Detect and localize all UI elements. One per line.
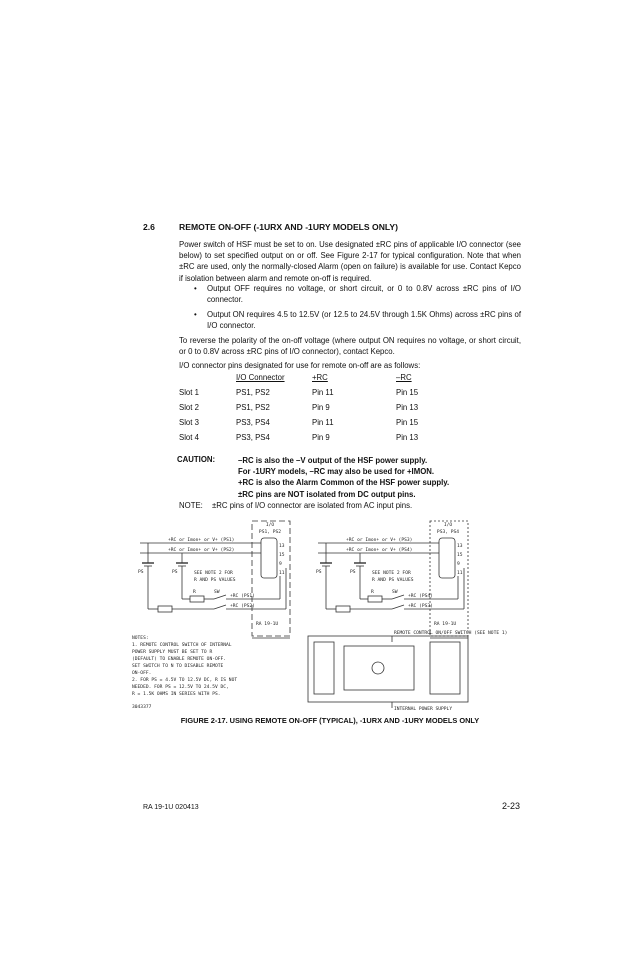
- notes-title: NOTES:: [132, 636, 149, 641]
- bullet-text: Output ON requires 4.5 to 12.5V (or 12.5 to 24.5V through 1.5K Ohms) across ±RC pins of I/O connector.: [207, 310, 521, 331]
- slot-cell: Slot 2: [179, 403, 199, 412]
- right-pin-9: 9: [457, 562, 460, 567]
- connector-cell: PS3, PS4: [236, 433, 270, 442]
- right-pin-11: 11: [457, 571, 463, 576]
- caution-text: [238, 455, 449, 500]
- slot-cell: Slot 1: [179, 388, 199, 397]
- slot-cell: Slot 4: [179, 433, 199, 442]
- left-io-connector: [261, 538, 277, 578]
- right-pin-13: 13: [457, 544, 463, 549]
- module-right-panel: [430, 642, 460, 694]
- note-line: SET SWITCH TO N TO DISABLE REMOTE: [132, 664, 224, 669]
- right-rc-b-label: +RC (PS3): [408, 604, 433, 609]
- polarity-paragraph: To reverse the polarity of the on-off voltage (where output ON requires no voltage, or short circuit, or 0 to 0.8V across ±RC pins of I/O connector), contact Kepco.: [179, 336, 521, 357]
- connector-cell: PS1, PS2: [236, 403, 270, 412]
- figure-2-17: [130, 518, 508, 718]
- left-ps-label: PS1, PS2: [258, 530, 282, 535]
- right-ps-text-2: PS: [350, 570, 356, 575]
- slot-cell: Slot 3: [179, 418, 199, 427]
- section-number: 2.6: [143, 222, 155, 232]
- right-model-label: RA 19-1U: [434, 622, 457, 627]
- right-note-ref-1: SEE NOTE 2 FOR: [372, 571, 411, 576]
- minus-rc-cell: Pin 13: [396, 403, 419, 412]
- right-switch-2: [392, 605, 404, 609]
- minus-rc-cell: Pin 13: [396, 433, 419, 442]
- note-line: ON-OFF.: [132, 671, 152, 676]
- left-model-label: RA 19-1U: [256, 622, 279, 627]
- right-wire-plus-label: +RC or Imon+ or V+ (PS3): [346, 538, 413, 543]
- right-ps-label: PS3, PS4: [436, 530, 460, 535]
- left-resistor-1: [190, 596, 204, 602]
- module-left-panel: [314, 642, 334, 694]
- plus-rc-cell: Pin 9: [312, 433, 330, 442]
- left-pin-11: 11: [279, 571, 285, 576]
- left-note-ref-1: SEE NOTE 2 FOR: [194, 571, 233, 576]
- left-io-label: I/O: [265, 523, 275, 528]
- plus-rc-cell: Pin 11: [312, 388, 334, 397]
- supply-callout: INTERNAL POWER SUPPLY: [394, 707, 453, 712]
- right-io-label: I/O: [443, 523, 453, 528]
- connector-cell: PS1, PS2: [236, 388, 270, 397]
- note-label: NOTE:: [179, 501, 203, 510]
- note-line: POWER SUPPLY MUST BE SET TO R: [132, 650, 213, 655]
- footer-doc-id: RA 19-1U 020413: [143, 804, 199, 811]
- minus-rc-cell: Pin 15: [396, 388, 419, 397]
- left-switch-1: [214, 595, 226, 599]
- caution-line: ±RC pins are NOT isolated from DC output pins.: [238, 489, 416, 499]
- right-wire-minus-label: +RC or Imon+ or V+ (PS4): [346, 548, 413, 553]
- connector-cell: PS3, PS4: [236, 418, 270, 427]
- caution-line: For -1URY models, –RC may also be used for +IMON.: [238, 467, 435, 477]
- drawing-number: 3043377: [132, 705, 152, 710]
- bullet-text: Output OFF requires no voltage, or short circuit, or 0 to 0.8V across ±RC pins of I/O connector.: [207, 284, 521, 305]
- left-pin-15: 15: [279, 553, 285, 558]
- remote-on-off-diagram: [130, 518, 508, 713]
- right-note-ref-2: R AND PS VALUES: [372, 578, 414, 583]
- left-sw-text: SW: [214, 590, 220, 595]
- left-pin-9: 9: [279, 562, 282, 567]
- left-switch-2: [214, 605, 226, 609]
- footer-page-number: 2-23: [501, 801, 520, 811]
- right-pin-15: 15: [457, 553, 463, 558]
- plus-rc-cell: Pin 11: [312, 418, 334, 427]
- left-rc-a-label: +RC (PS1): [230, 594, 255, 599]
- left-resistor-2: [158, 606, 172, 612]
- intro-paragraph: Power switch of HSF must be set to on. Use designated ±RC pins of applicable I/O connector (see below) to set specified output on or off. See Figure 2-17 for typical configuration. Note that when ±RC are used, only the normally-closed Alarm (open on failure) is available for use. Contact Kepco if isolation between alarm and remote on-off is required.: [179, 240, 521, 283]
- right-sw-text: SW: [392, 590, 398, 595]
- header-plus-rc: +RC: [312, 373, 328, 382]
- right-resistor-1: [368, 596, 382, 602]
- switch-callout: REMOTE CONTROL ON/OFF SWITCH (SEE NOTE 1): [394, 631, 508, 636]
- note-line: 2. FOR PS = 4.5V TO 12.5V DC, R IS NOT: [132, 678, 238, 683]
- left-r-text: R: [193, 590, 196, 595]
- section-title: REMOTE ON-OFF (-1URX AND -1URY MODELS ONLY): [179, 222, 398, 232]
- header-minus-rc: –RC: [396, 373, 412, 382]
- caution-line: +RC is also the Alarm Common of the HSF power supply.: [238, 478, 450, 488]
- left-ps-text-2: PS: [172, 570, 178, 575]
- right-ps-text-1: PS: [316, 570, 322, 575]
- note-line: (DEFAULT) TO ENABLE REMOTE ON-OFF.: [132, 657, 227, 662]
- minus-rc-cell: Pin 15: [396, 418, 419, 427]
- left-note-ref-2: R AND PS VALUES: [194, 578, 236, 583]
- right-switch-1: [392, 595, 404, 599]
- right-io-connector: [439, 538, 455, 578]
- note-line: NEEDED. FOR PS = 12.5V TO 24.5V DC,: [132, 685, 229, 690]
- pins-intro-paragraph: I/O connector pins designated for use for remote on-off are as follows:: [179, 361, 421, 370]
- left-wire-plus-label: +RC or Imon+ or V+ (PS1): [168, 538, 235, 543]
- right-resistor-2: [336, 606, 350, 612]
- right-r-text: R: [371, 590, 374, 595]
- caution-line: –RC is also the –V output of the HSF power supply.: [238, 456, 428, 465]
- note-line: R = 1.5K OHMS IN SERIES WITH PS.: [132, 692, 221, 697]
- left-wire-minus-label: +RC or Imon+ or V+ (PS2): [168, 548, 235, 553]
- module-board: [344, 646, 414, 690]
- bullet-dot: •: [194, 284, 197, 293]
- figure-caption: FIGURE 2-17. USING REMOTE ON-OFF (TYPICAL), -1URX AND -1URY MODELS ONLY: [180, 716, 480, 725]
- left-pin-13: 13: [279, 544, 285, 549]
- note-text: ±RC pins of I/O connector are isolated from AC input pins.: [212, 501, 413, 510]
- note-line: 1. REMOTE CONTROL SWITCH OF INTERNAL: [132, 643, 232, 648]
- caution-label: CAUTION:: [177, 455, 216, 464]
- right-rc-a-label: +RC (PS4): [408, 594, 433, 599]
- left-rc-b-label: +RC (PS2): [230, 604, 255, 609]
- header-io-connector: I/O Connector: [236, 373, 285, 382]
- left-ps-text-1: PS: [138, 570, 144, 575]
- bullet-dot: •: [194, 310, 197, 319]
- plus-rc-cell: Pin 9: [312, 403, 330, 412]
- remote-switch-dial: [372, 662, 384, 674]
